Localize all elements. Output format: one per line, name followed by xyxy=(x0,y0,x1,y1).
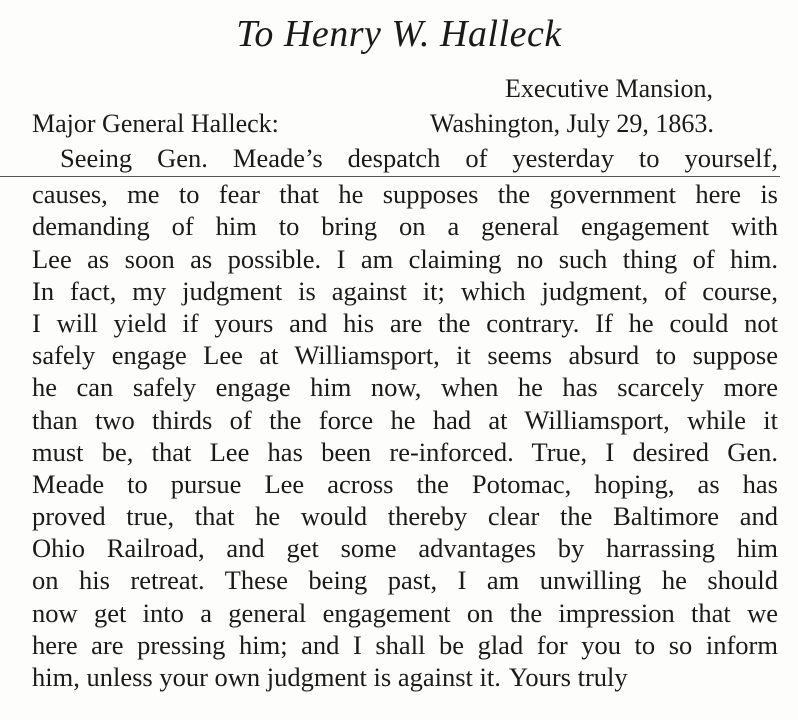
body-line: causes, me to fear that he supposes the government here is xyxy=(32,179,778,210)
last-line-text: him, unless your own judgment is against it. xyxy=(32,662,501,692)
letter-title: To Henry W. Halleck xyxy=(236,13,562,55)
body-line: I will yield if yours and his are the contrary. If he could not xyxy=(32,307,778,338)
body-line: Seeing Gen. Meade’s despatch of yesterday to yourself, xyxy=(60,143,778,173)
body-line: In fact, my judgment is against it; which judgment, of course, xyxy=(32,275,778,306)
body-line: safely engage Lee at Williamsport, it seems absurd to suppose xyxy=(32,340,778,371)
body-line: proved true, that he would thereby clear the Baltimore and xyxy=(32,501,778,532)
body-line: demanding of him to bring on a general engagement with xyxy=(32,211,778,242)
letter-body xyxy=(32,142,778,693)
body-line: on his retreat. These being past, I am unwilling he should xyxy=(32,565,778,596)
body-line: Lee as soon as possible. I am claiming no such thing of him. xyxy=(32,243,778,274)
body-line: he can safely engage him now, when he has scarcely more xyxy=(32,372,778,403)
body-line: than two thirds of the force he had at Williamsport, while it xyxy=(32,404,778,435)
body-line: Ohio Railroad, and get some advantages by harrassing him xyxy=(32,533,778,564)
letter-date: Washington, July 29, 1863. xyxy=(430,109,714,138)
letter-closing: Yours truly xyxy=(508,662,628,692)
body-line: Meade to pursue Lee across the Potomac, hoping, as has xyxy=(32,468,778,499)
body-line-last xyxy=(32,661,778,693)
letter-place: Executive Mansion, xyxy=(505,74,713,103)
body-line: now get into a general engagement on the impression that we xyxy=(32,597,778,628)
body-line: here are pressing him; and I shall be glad for you to so inform xyxy=(32,629,778,660)
letter-salutation: Major General Halleck: xyxy=(32,109,279,138)
body-line: must be, that Lee has been re-inforced. True, I desired Gen. xyxy=(32,436,778,467)
